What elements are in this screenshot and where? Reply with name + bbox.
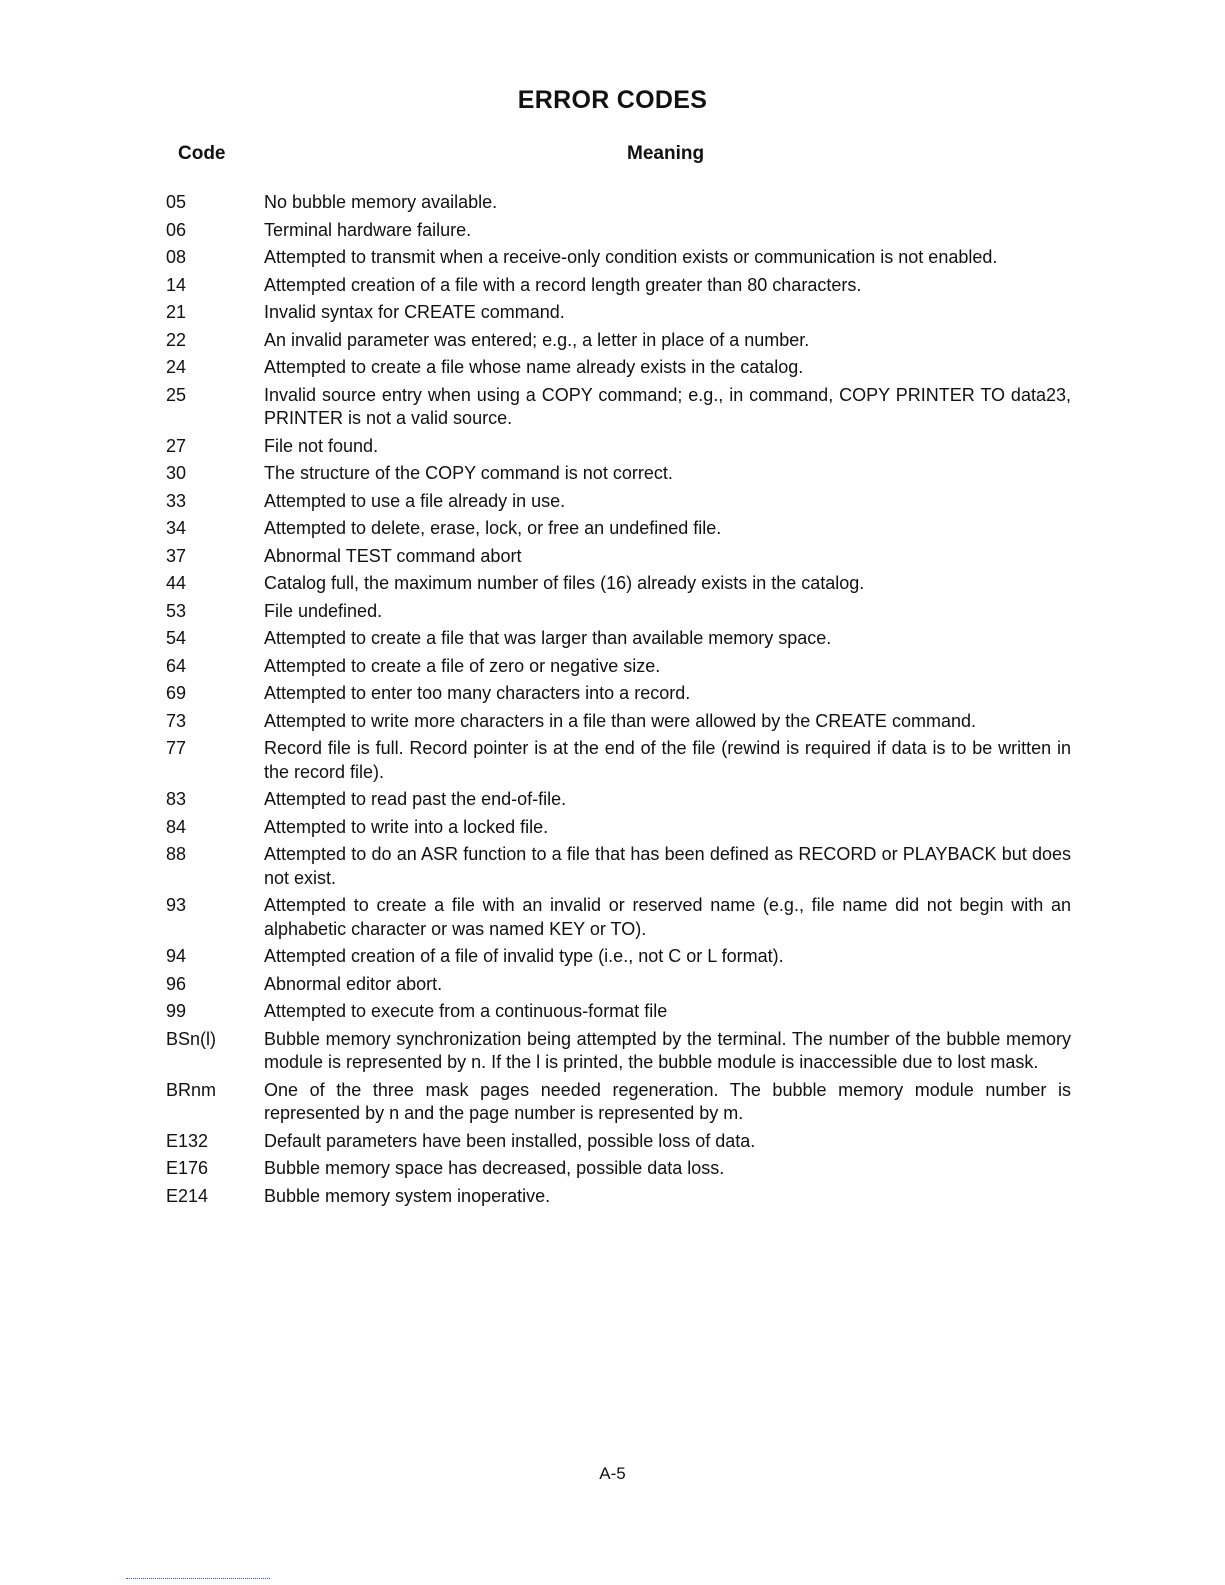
error-code: 44 [166,573,187,593]
error-meaning: File undefined. [264,600,383,621]
table-row [166,710,1071,734]
table-row [166,945,1071,969]
table-row [166,894,1071,941]
error-meaning: Attempted to delete, erase, lock, or free an undefined file. [264,518,722,538]
page-number: A-5 [599,1464,626,1483]
error-code: 30 [166,463,187,483]
error-meaning: Attempted to create a file of zero or negative size. [264,655,661,676]
error-meaning: No bubble memory available. [264,192,498,212]
error-code: 22 [166,329,187,350]
error-meaning: Default parameters have been installed, possible loss of data. [264,1130,756,1151]
table-row [166,356,1071,380]
error-meaning: Attempted to create a file that was larger than available memory space. [264,628,832,648]
error-meaning: Catalog full, the maximum number of files (16) already exists in the catalog. [264,573,865,593]
error-code: 64 [166,655,187,676]
error-code: 77 [166,738,187,758]
error-meaning: Attempted to execute from a continuous-format file [264,1001,668,1021]
table-row [166,843,1071,890]
table-row [166,1130,1071,1154]
error-code: 93 [166,895,187,915]
error-meaning: Attempted to transmit when a receive-only condition exists or communication is not enabled. [264,247,998,267]
error-code: 69 [166,683,187,703]
table-row [166,1028,1071,1075]
bottom-divider [126,1578,270,1579]
error-code: 84 [166,816,187,837]
error-meaning: Attempted to enter too many characters into a record. [264,683,691,703]
error-code: BSn(l) [166,1028,217,1049]
table-row [166,627,1071,651]
table-row [166,1000,1071,1024]
error-code: 05 [166,192,187,212]
table-row [166,572,1071,596]
error-meaning: Attempted to write into a locked file. [264,816,549,837]
error-code: E132 [166,1130,209,1151]
error-code: 54 [166,628,187,648]
table-row [166,1079,1071,1126]
error-meaning: Bubble memory system inoperative. [264,1185,551,1206]
table-row [166,219,1071,243]
error-code: 34 [166,518,187,538]
error-code: 37 [166,545,187,566]
error-meaning: Attempted to create a file with an invalid or reserved name (e.g., file name did not begin with an alphabetic character or was named KEY or TO). [264,895,1071,939]
error-code-table [166,191,1071,1212]
error-meaning: Attempted to use a file already in use. [264,490,566,511]
error-code: 06 [166,219,187,240]
error-meaning: Abnormal TEST command abort [264,545,522,566]
error-meaning: Attempted to create a file whose name already exists in the catalog. [264,357,804,377]
error-code: 25 [166,384,187,405]
table-row [166,655,1071,679]
error-code: 99 [166,1001,187,1021]
column-header-code: Code [178,143,226,164]
table-row [166,737,1071,784]
table-row [166,517,1071,541]
error-meaning: The structure of the COPY command is not correct. [264,463,673,483]
column-header-meaning: Meaning [627,143,705,164]
table-row [166,384,1071,431]
page-title: ERROR CODES [517,86,708,114]
error-meaning: Attempted to read past the end-of-file. [264,789,567,809]
error-meaning: Invalid source entry when using a COPY command; e.g., in command, COPY PRINTER TO data23, PRINTER is not a valid source. [264,384,1071,428]
error-code: 33 [166,490,187,511]
error-meaning: Attempted to do an ASR function to a file that has been defined as RECORD or PLAYBACK but does not exist. [264,844,1071,888]
error-code: 96 [166,973,187,994]
error-meaning: An invalid parameter was entered; e.g., a letter in place of a number. [264,329,810,350]
error-code: 73 [166,710,187,731]
table-row [166,816,1071,840]
table-row [166,301,1071,325]
table-row [166,435,1071,459]
table-row [166,329,1071,353]
error-meaning: File not found. [264,435,379,456]
error-meaning: Attempted to write more characters in a file than were allowed by the CREATE command. [264,710,976,731]
error-meaning: Bubble memory space has decreased, possible data loss. [264,1158,725,1178]
table-row [166,788,1071,812]
error-code: 88 [166,844,187,864]
error-code: 83 [166,789,187,809]
table-row [166,246,1071,270]
table-row [166,1157,1071,1181]
table-row [166,545,1071,569]
error-meaning: Record file is full. Record pointer is at the end of the file (rewind is required if data is to be written in the record file). [264,738,1071,782]
error-code: E214 [166,1185,209,1206]
error-code: 24 [166,357,187,377]
table-row [166,462,1071,486]
table-row [166,682,1071,706]
error-meaning: Bubble memory synchronization being attempted by the terminal. The number of the bubble memory module is represented by n. If the l is printed, the bubble module is inaccessible due to lost mask. [264,1028,1071,1072]
error-code: 21 [166,302,187,322]
table-row [166,274,1071,298]
error-code: E176 [166,1158,209,1178]
table-row [166,191,1071,215]
table-row [166,1185,1071,1209]
error-code: 53 [166,600,187,621]
error-meaning: Abnormal editor abort. [264,973,443,994]
error-code: BRnm [166,1079,217,1100]
error-meaning: Invalid syntax for CREATE command. [264,302,565,322]
table-row [166,600,1071,624]
error-code: 14 [166,274,187,295]
error-meaning: Attempted creation of a file with a record length greater than 80 characters. [264,274,862,295]
error-code: 08 [166,247,187,267]
error-meaning: One of the three mask pages needed regeneration. The bubble memory module number is represented by n and the page number is represented by m. [264,1079,1071,1123]
table-row [166,490,1071,514]
error-code: 27 [166,435,187,456]
error-meaning: Terminal hardware failure. [264,219,472,240]
error-meaning: Attempted creation of a file of invalid type (i.e., not C or L format). [264,946,784,966]
table-row [166,973,1071,997]
error-code: 94 [166,946,187,966]
